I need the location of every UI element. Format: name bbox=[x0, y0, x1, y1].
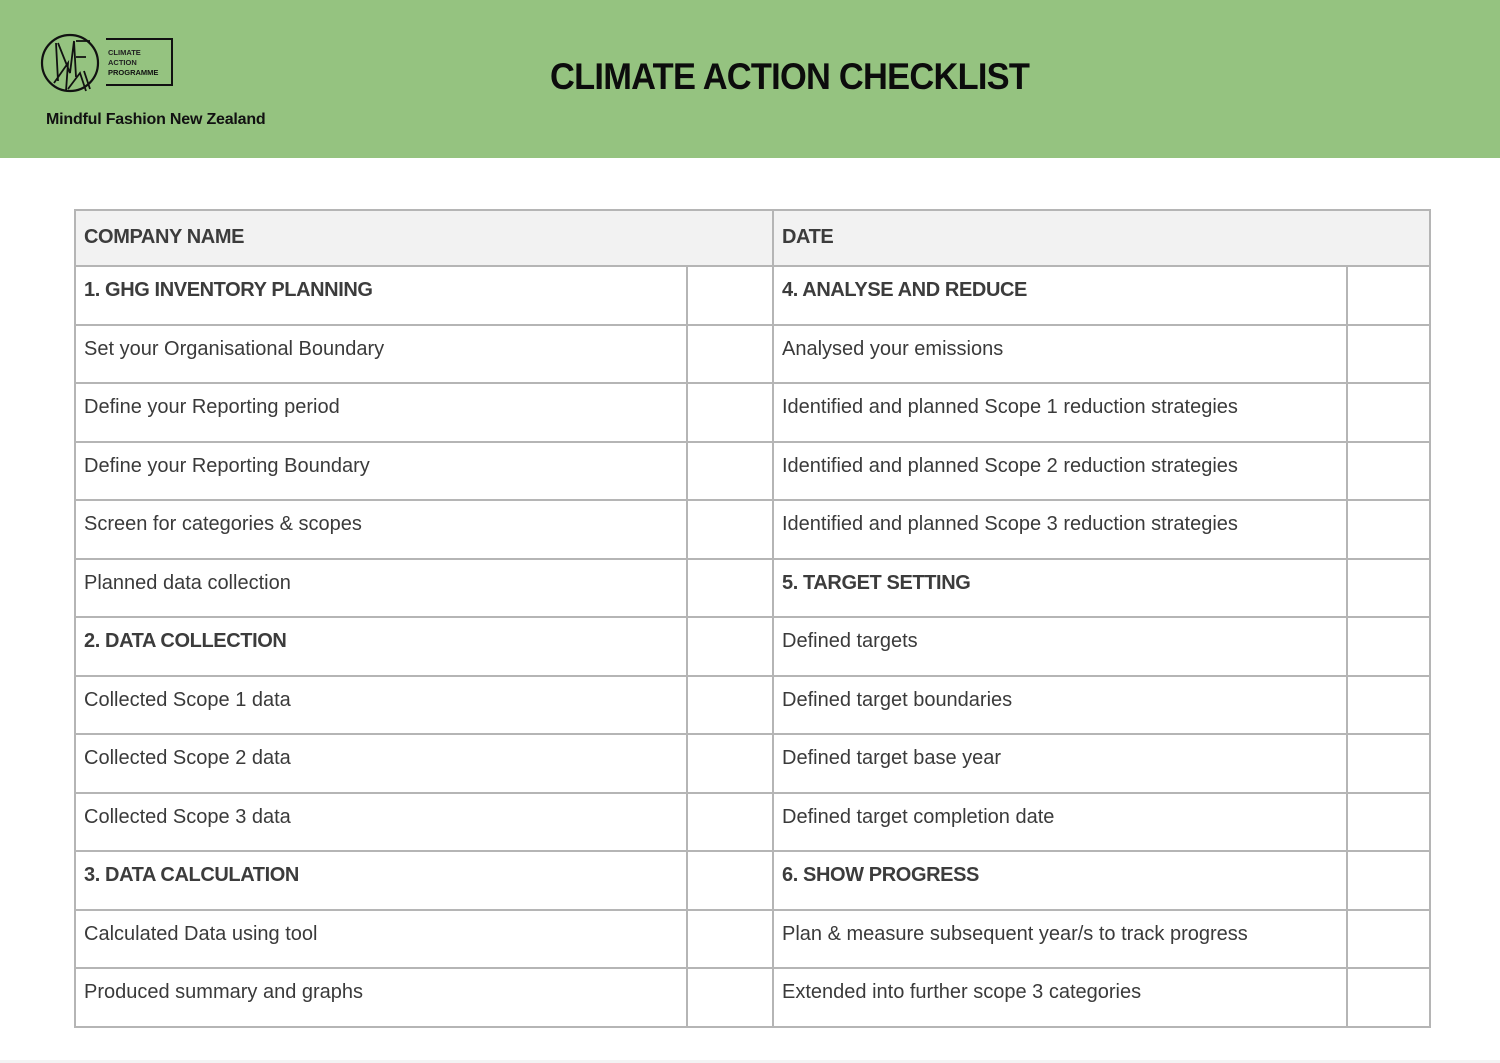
checklist-item-label: Screen for categories & scopes bbox=[75, 500, 687, 559]
checklist-item-label: Define your Reporting period bbox=[75, 383, 687, 442]
header-banner bbox=[0, 0, 1500, 158]
checkbox-cell[interactable] bbox=[687, 266, 773, 325]
checklist-item-label: Planned data collection bbox=[75, 559, 687, 618]
page-title: CLIMATE ACTION CHECKLIST bbox=[550, 56, 1030, 97]
checklist-item-label: Analysed your emissions bbox=[773, 325, 1347, 384]
checklist-item-label: Defined target boundaries bbox=[773, 676, 1347, 735]
checkbox-cell[interactable] bbox=[1347, 442, 1430, 501]
checkbox-cell[interactable] bbox=[687, 793, 773, 852]
checkbox-cell[interactable] bbox=[1347, 910, 1430, 969]
section-heading: 5. TARGET SETTING bbox=[773, 559, 1347, 618]
checkbox-cell[interactable] bbox=[1347, 559, 1430, 618]
checklist-item-label: Identified and planned Scope 2 reduction strategies bbox=[773, 442, 1347, 501]
checkbox-cell[interactable] bbox=[1347, 383, 1430, 442]
checklist-row bbox=[75, 617, 1430, 676]
date-field[interactable] bbox=[773, 210, 1430, 266]
checklist-row bbox=[75, 793, 1430, 852]
section-heading: 6. SHOW PROGRESS bbox=[773, 851, 1347, 910]
checklist-row bbox=[75, 559, 1430, 618]
svg-text:ACTION: ACTION bbox=[108, 58, 137, 67]
section-heading: 2. DATA COLLECTION bbox=[75, 617, 687, 676]
svg-text:PROGRAMME: PROGRAMME bbox=[108, 68, 159, 77]
checklist-row bbox=[75, 500, 1430, 559]
form-header-row bbox=[75, 210, 1430, 266]
checklist-item-label: Collected Scope 1 data bbox=[75, 676, 687, 735]
checkbox-cell[interactable] bbox=[1347, 968, 1430, 1027]
checkbox-cell[interactable] bbox=[687, 851, 773, 910]
checkbox-cell[interactable] bbox=[687, 968, 773, 1027]
checklist-item-label: Produced summary and graphs bbox=[75, 968, 687, 1027]
checkbox-cell[interactable] bbox=[687, 442, 773, 501]
organization-name: Mindful Fashion New Zealand bbox=[46, 111, 266, 128]
checklist-item-label: Defined target completion date bbox=[773, 793, 1347, 852]
checklist-item-label: Plan & measure subsequent year/s to track progress bbox=[773, 910, 1347, 969]
checkbox-cell[interactable] bbox=[1347, 266, 1430, 325]
checkbox-cell[interactable] bbox=[687, 383, 773, 442]
checklist-item-label: Collected Scope 2 data bbox=[75, 734, 687, 793]
svg-text:CLIMATE: CLIMATE bbox=[108, 48, 141, 57]
checkbox-cell[interactable] bbox=[687, 559, 773, 618]
checkbox-cell[interactable] bbox=[1347, 325, 1430, 384]
checkbox-cell[interactable] bbox=[687, 734, 773, 793]
date-label: DATE bbox=[782, 226, 834, 248]
checklist-item-label: Set your Organisational Boundary bbox=[75, 325, 687, 384]
checkbox-cell[interactable] bbox=[1347, 851, 1430, 910]
checklist-item-label: Identified and planned Scope 3 reduction strategies bbox=[773, 500, 1347, 559]
checklist-item-label: Defined targets bbox=[773, 617, 1347, 676]
checkbox-cell[interactable] bbox=[687, 500, 773, 559]
checklist-item-label: Extended into further scope 3 categories bbox=[773, 968, 1347, 1027]
checklist-row bbox=[75, 325, 1430, 384]
checklist-item-label: Calculated Data using tool bbox=[75, 910, 687, 969]
checklist-row bbox=[75, 442, 1430, 501]
checklist-row bbox=[75, 968, 1430, 1027]
checklist-item-label: Define your Reporting Boundary bbox=[75, 442, 687, 501]
checkbox-cell[interactable] bbox=[1347, 500, 1430, 559]
section-heading: 4. ANALYSE AND REDUCE bbox=[773, 266, 1347, 325]
checkbox-cell[interactable] bbox=[1347, 676, 1430, 735]
checklist-row bbox=[75, 676, 1430, 735]
checkbox-cell[interactable] bbox=[687, 617, 773, 676]
checklist-item-label: Collected Scope 3 data bbox=[75, 793, 687, 852]
checklist-row bbox=[75, 851, 1430, 910]
checklist-item-label: Defined target base year bbox=[773, 734, 1347, 793]
checkbox-cell[interactable] bbox=[687, 325, 773, 384]
checkbox-cell[interactable] bbox=[1347, 734, 1430, 793]
checkbox-cell[interactable] bbox=[687, 910, 773, 969]
company-name-field[interactable] bbox=[75, 210, 773, 266]
checkbox-cell[interactable] bbox=[1347, 617, 1430, 676]
checklist-table bbox=[74, 209, 1431, 1028]
checkbox-cell[interactable] bbox=[687, 676, 773, 735]
mfnz-logo-icon bbox=[40, 33, 180, 95]
checklist-row bbox=[75, 910, 1430, 969]
company-name-label: COMPANY NAME bbox=[84, 226, 245, 248]
section-heading: 1. GHG INVENTORY PLANNING bbox=[75, 266, 687, 325]
checklist-row bbox=[75, 734, 1430, 793]
checklist-item-label: Identified and planned Scope 1 reduction strategies bbox=[773, 383, 1347, 442]
section-heading: 3. DATA CALCULATION bbox=[75, 851, 687, 910]
checklist-row bbox=[75, 266, 1430, 325]
checklist-row bbox=[75, 383, 1430, 442]
checkbox-cell[interactable] bbox=[1347, 793, 1430, 852]
